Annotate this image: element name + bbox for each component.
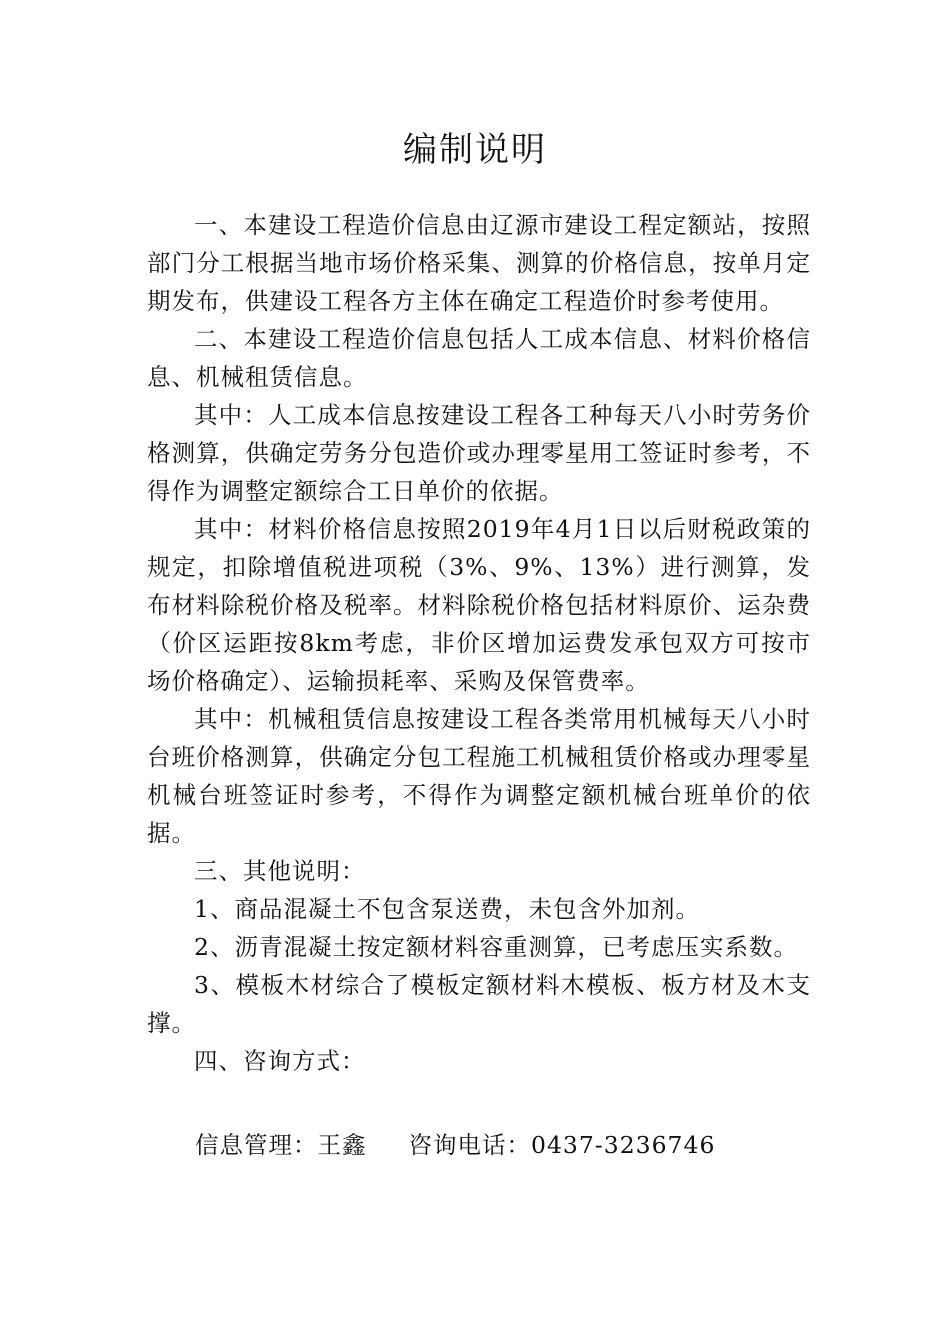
paragraph-material-price: 其中：材料价格信息按照2019年4月1日以后财税政策的规定，扣除增值税进项税（3%、9%、13%）进行测算，发布材料除税价格及税率。材料除税价格包括材料原价、运杂费（价区运距按8km考虑，非价区增加运费发承包双方可按市场价格确定）、运输损耗率、采购及保管费率。 xyxy=(147,515,811,695)
paragraph-labor-cost: 其中：人工成本信息按建设工程各工种每天八小时劳务价格测算，供确定劳务分包造价或办理零星用工签证时参考，不得作为调整定额综合工日单价的依据。 xyxy=(147,401,811,505)
contact-line xyxy=(195,1126,715,1164)
phone-number: 0437-3236746 xyxy=(531,1131,716,1159)
manager-name: 王鑫 xyxy=(317,1131,367,1159)
paragraph-overview: 一、本建设工程造价信息由辽源市建设工程定额站，按照部门分工根据当地市场价格采集、测算的价格信息，按单月定期发布，供建设工程各方主体在确定工程造价时参考使用。 xyxy=(147,211,811,315)
paragraph-machinery-rental: 其中：机械租赁信息按建设工程各类常用机械每天八小时台班价格测算，供确定分包工程施工机械租赁价格或办理零星机械台班签证时参考，不得作为调整定额机械台班单价的依据。 xyxy=(147,705,811,847)
paragraph-contact-heading: 四、咨询方式： xyxy=(194,1047,366,1075)
paragraph-contents: 二、本建设工程造价信息包括人工成本信息、材料价格信息、机械租赁信息。 xyxy=(147,325,811,391)
paragraph-note-2: 2、沥青混凝土按定额材料容重测算，已考虑压实系数。 xyxy=(194,933,798,961)
document-body xyxy=(147,206,811,1080)
manager-label: 信息管理： xyxy=(195,1131,318,1159)
paragraph-note-1: 1、商品混凝土不包含泵送费，未包含外加剂。 xyxy=(194,895,700,923)
phone-label: 咨询电话： xyxy=(408,1131,531,1159)
paragraph-note-3: 3、模板木材综合了模板定额材料木模板、板方材及木支撑。 xyxy=(147,971,811,1037)
paragraph-other-notes-heading: 三、其他说明： xyxy=(194,857,366,885)
document-title: 编制说明 xyxy=(403,130,547,170)
